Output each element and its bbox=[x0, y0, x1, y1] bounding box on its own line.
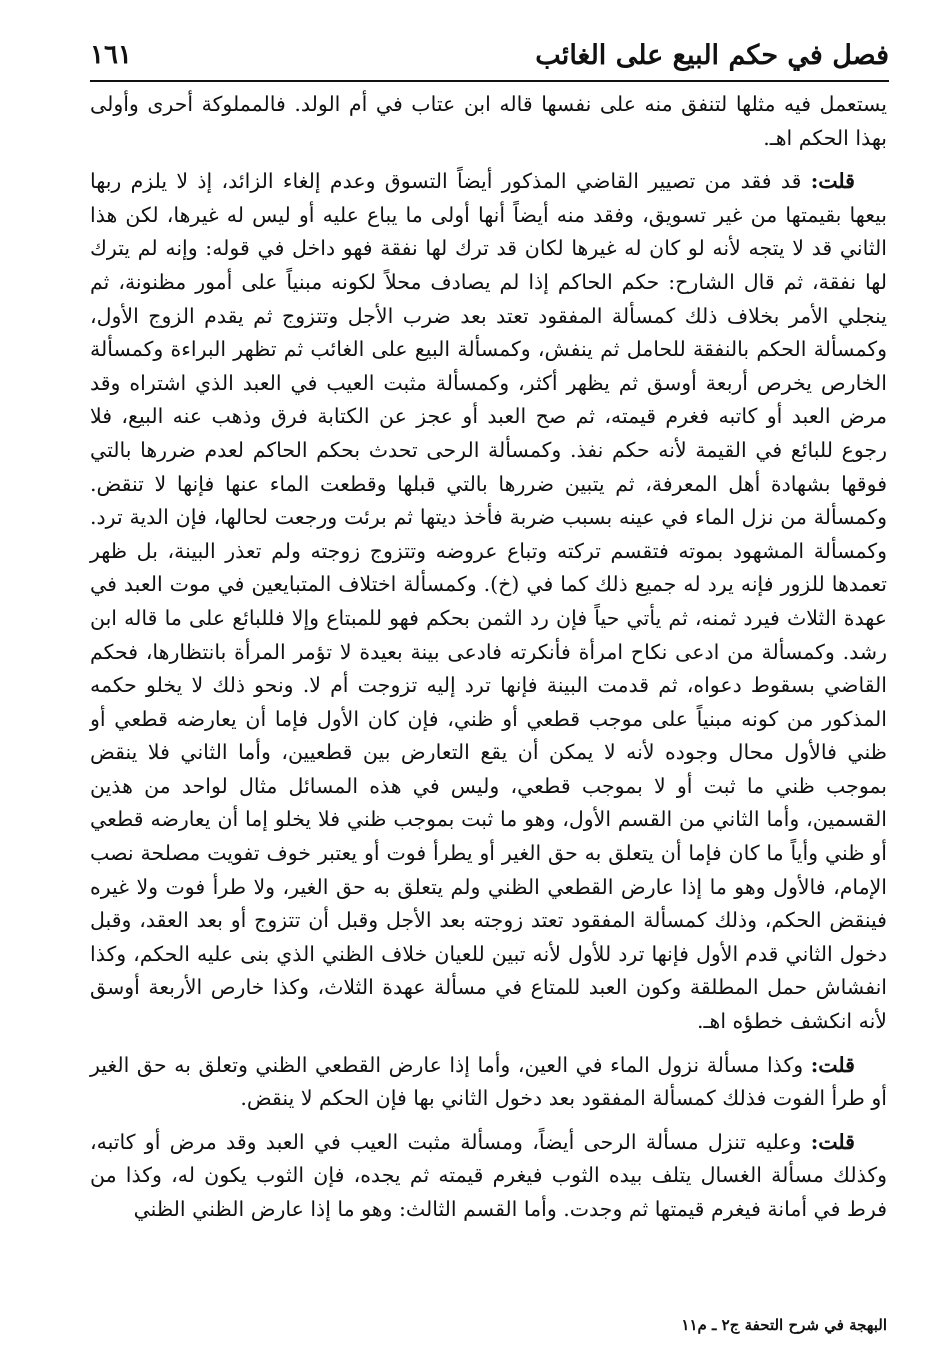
paragraph-qult-3 bbox=[90, 1126, 887, 1227]
signature-footer: البهجة في شرح التحفة ج٢ ـ م١١ bbox=[681, 1316, 887, 1334]
paragraph-qult-2 bbox=[90, 1049, 887, 1116]
paragraph-qult-1 bbox=[90, 165, 887, 1038]
chapter-title: فصل في حكم البيع على الغائب bbox=[535, 39, 889, 71]
page-number: ١٦١ bbox=[90, 40, 132, 70]
running-header bbox=[90, 30, 889, 82]
paragraph-text: وعليه تنزل مسألة الرحى أيضاً، ومسألة مثبت العيب في العبد وقد مرض أو كاتبه، وكذلك مسألة الغسال يتلف بيده الثوب فيغرم قيمته ثم يجده، فإن الثوب يكون له، وكذا من فرط في أمانة فيغرم قيمتها ثم وجدت. وأما القسم الثالث: وهو ما إذا عارض الظني الظني bbox=[90, 1129, 887, 1221]
qult-label: قلت: bbox=[810, 1129, 855, 1154]
qult-label: قلت: bbox=[810, 169, 855, 194]
qult-label: قلت: bbox=[810, 1052, 855, 1077]
paragraph-text: قد فقد من تصيير القاضي المذكور أيضاً التسوق وعدم إلغاء الزائد، إذ لا يلزم ربها بيعها بقيمتها من غير تسويق، وفقد منه أيضاً أنها أولى ما يباع عليه أو ليس له غيرها، لكن هذا الثاني قد لا يتجه لأنه لو كان له غيرها لكان قد ترك لها نفقة فهو داخل في قوله: وإنه لم يترك لها نفقة، ثم قال الشارح: حكم الحاكم إذا لم يصادف محلاً لكونه مبنياً على أمور مظنونة، ثم ينجلي الأمر بخلاف ذلك كمسألة المفقود تعتد بعد ضرب الأجل وتتزوج ثم يقدم الزوج الأول، وكمسألة الحكم بالنفقة للحامل ثم ينفش، وكمسألة البيع على الغائب ثم تظهر البراءة وكمسألة الخارص يخرص أربعة أوسق ثم يظهر أكثر، وكمسألة مثبت العيب في العبد الذي اشتراه وقد مرض العبد أو كاتبه فغرم قيمته، ثم صح العبد أو عجز عن الكتابة فرق وذهب عنه البيع، فلا رجوع للبائع في القيمة لأنه حكم نفذ. وكمسألة الرحى تحدث بحكم الحاكم لعدم ضررها بالتي فوقها بشهادة أهل المعرفة، ثم يتبين ضررها بالتي قبلها وقطعت الماء عنها فإنها لا تنقض. وكمسألة من نزل الماء في عينه بسبب ضربة فأخذ ديتها ثم برئت ورجعت لحالها، فإن الدية ترد. وكمسألة المشهود بموته فتقسم تركته وتباع عروضه وتتزوج زوجته ولم تعذر البينة، بل ظهر تعمدها للزور فإنه يرد له جميع ذلك كما في (خ). وكمسألة اختلاف المتبايعين في موت العبد في عهدة الثلاث فيرد ثمنه، ثم يأتي حياً فإن رد الثمن بحكم فهو للمبتاع وإلا فللبائع على ما قاله ابن رشد. وكمسألة من ادعى نكاح امرأة فأنكرته فادعى بينة بعيدة لا تؤمر المرأة بانتظارها، فحكم القاضي بسقوط دعواه، ثم قدمت البينة فإنها ترد إليه تزوجت أم لا. ونحو ذلك لا يخلو حكمه المذكور من كونه مبنياً على موجب قطعي أو ظني، فإن كان الأول فإما أن يعارضه قطعي أو ظني فالأول محال وجوده لأنه لا يمكن أن يقع التعارض بين قطعيين، وأما الثاني فلا ينقض بموجب ظني ما ثبت أو لا بموجب قطعي، وليس في هذه المسائل مثال لواحد من هذين القسمين، وأما الثاني من القسم الأول، وهو ما ثبت بموجب ظني فلا يخلو إما أن يعارضه قطعي أو ظني وأياً ما كان فإما أن يتعلق به حق الغير أو يطرأ فوت أو يعتبر خوف تفويت مصلحة نصب الإمام، فالأول وهو ما إذا عارض القطعي الظني ولم يتعلق به حق الغير، ولا طرأ فوت ولا غيره فينقض الحكم، وذلك كمسألة المفقود تعتد زوجته بعد الأجل وقبل أن تتزوج أو بعد العقد، وقبل دخول الثاني قدم الأول فإنها ترد للأول لأنه تبين للعيان خلاف الظني الذي بنى عليه الحكم، وكذا انفشاش حمل المطلقة وكون العبد للمتاع في مسألة عهدة الثلاث، وكذا خارص الأربعة أوسق لأنه انكشف خطؤه اهـ. bbox=[90, 169, 887, 1034]
paragraph-text: وكذا مسألة نزول الماء في العين، وأما إذا عارض القطعي الظني وتعلق به حق الغير أو طرأ الفوت فذلك كمسألة المفقود بعد دخول الثاني بها فإن الحكم لا ينقض. bbox=[90, 1052, 887, 1111]
paragraph-continuation bbox=[90, 88, 887, 155]
paragraph-text: يستعمل فيه مثلها لتنفق منه على نفسها قاله ابن عتاب في أم الولد. فالمملوكة أحرى وأولى بهذا الحكم اهـ. bbox=[90, 92, 887, 150]
main-text bbox=[90, 88, 887, 1227]
